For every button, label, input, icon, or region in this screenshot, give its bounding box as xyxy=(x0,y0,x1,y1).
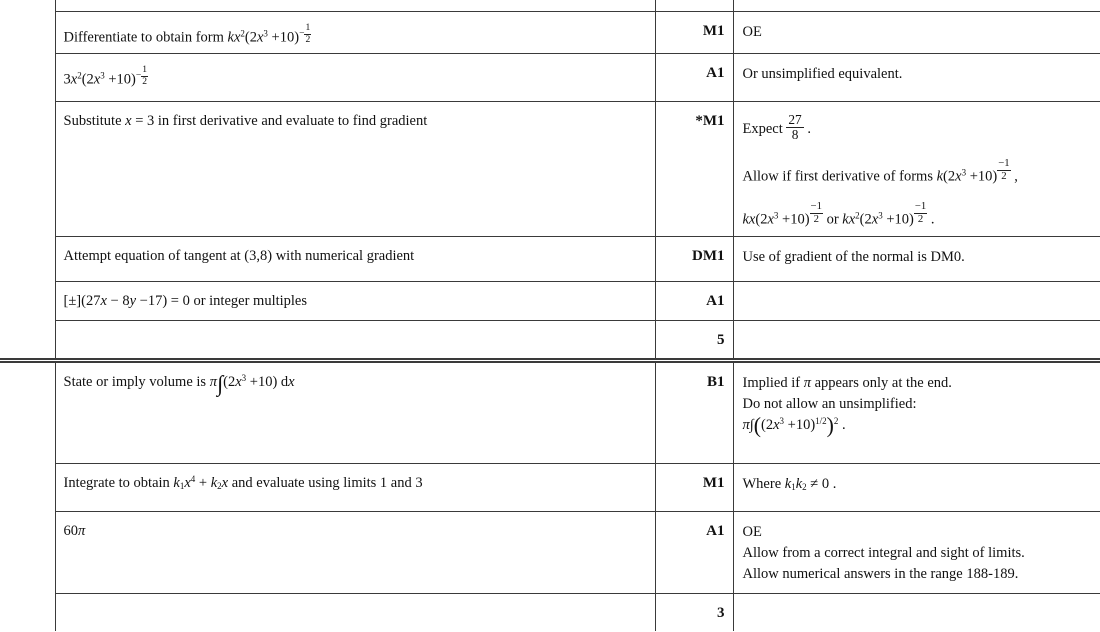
guidance-line: Allow from a correct integral and sight of limits. xyxy=(742,545,1025,562)
integral-sign: ∫ xyxy=(216,370,224,396)
guidance-line: Allow if first derivative of forms $k(2x^3 +10)$ $^{\frac{-1}{2}}$ , xyxy=(742,157,1018,185)
mark-cell: B1 xyxy=(655,361,733,464)
guidance-line: Where $k_1k_2 \ne 0$ . xyxy=(742,476,837,493)
table-row xyxy=(0,282,1100,321)
mark-cell xyxy=(655,0,733,12)
guidance-line: Allow numerical answers in the range 188-189. xyxy=(742,566,1019,583)
table-row xyxy=(0,12,1100,54)
answer-cell xyxy=(55,0,655,12)
table-row xyxy=(0,102,1100,237)
answer-cell: $3x^2(2x^3 +10)^{- \frac{1}{2}}$ xyxy=(55,54,655,102)
mark-cell: A1 xyxy=(655,54,733,102)
guidance-cell xyxy=(733,361,1100,464)
part-label xyxy=(0,0,55,361)
partial-top-row xyxy=(0,0,1100,12)
total-row xyxy=(0,321,1100,361)
answer-cell: Attempt equation of tangent at (3,8) with numerical gradient xyxy=(55,237,655,282)
guidance-cell xyxy=(733,54,1100,102)
mark-cell: A1 xyxy=(655,512,733,594)
answer-cell xyxy=(55,594,655,631)
table-row xyxy=(0,54,1100,102)
guidance-line: Or unsimplified equivalent. xyxy=(742,66,903,82)
guidance-cell xyxy=(733,102,1100,237)
mark-cell: M1 xyxy=(655,12,733,54)
guidance-cell xyxy=(733,12,1100,54)
mark-cell: DM1 xyxy=(655,237,733,282)
table-row xyxy=(0,512,1100,594)
answer-cell: State or imply volume is $\pi\int(2x^3 +10)$ dx xyxy=(55,361,655,464)
answer-cell: Integrate to obtain $k_1x^4 + k_2x$ and evaluate using limits 1 and 3 xyxy=(55,464,655,512)
mark-cell: M1 xyxy=(655,464,733,512)
answer-cell: [±](27x − 8y −17) = 0 or integer multiples xyxy=(55,282,655,321)
guidance-cell xyxy=(733,512,1100,594)
table-row xyxy=(0,237,1100,282)
answer-cell: Differentiate to obtain form $kx^2(2x^3 +10)^{- \frac{1}{2}}$ xyxy=(55,12,655,54)
guidance-cell xyxy=(733,282,1100,321)
answer-cell xyxy=(55,321,655,361)
total-marks-cell: 3 xyxy=(655,594,733,631)
guidance-cell xyxy=(733,0,1100,12)
guidance-cell xyxy=(733,464,1100,512)
guidance-line: OE xyxy=(742,524,762,540)
guidance-cell xyxy=(733,321,1100,361)
guidance-line: OE xyxy=(742,24,762,40)
total-marks-cell: 5 xyxy=(655,321,733,361)
table-row xyxy=(0,464,1100,512)
guidance-cell xyxy=(733,237,1100,282)
total-row xyxy=(0,594,1100,631)
guidance-line: Use of gradient of the normal is DM0. xyxy=(742,249,965,265)
table-row xyxy=(0,361,1100,464)
guidance-line: $\pi\int((2x^3 +10)^{1/2})^2$ . xyxy=(742,413,846,438)
mark-cell: A1 xyxy=(655,282,733,321)
guidance-line: $kx(2x^3 +10)$ $^{\frac{-1}{2}}$ or $kx^2(2x^3 +10)$ $^{\frac{-1}{2}}$ . xyxy=(742,200,935,228)
guidance-line: Implied if π appears only at the end. xyxy=(742,375,952,391)
guidance-line: Expect $\frac{27}{8}$ . xyxy=(742,112,811,142)
mark-cell: *M1 xyxy=(655,102,733,237)
part-label xyxy=(0,361,55,631)
answer-cell: 60π xyxy=(55,512,655,594)
answer-cell: Substitute x = 3 in first derivative and evaluate to find gradient xyxy=(55,102,655,237)
guidance-line: Do not allow an unsimplified: xyxy=(742,396,917,413)
guidance-cell xyxy=(733,594,1100,631)
